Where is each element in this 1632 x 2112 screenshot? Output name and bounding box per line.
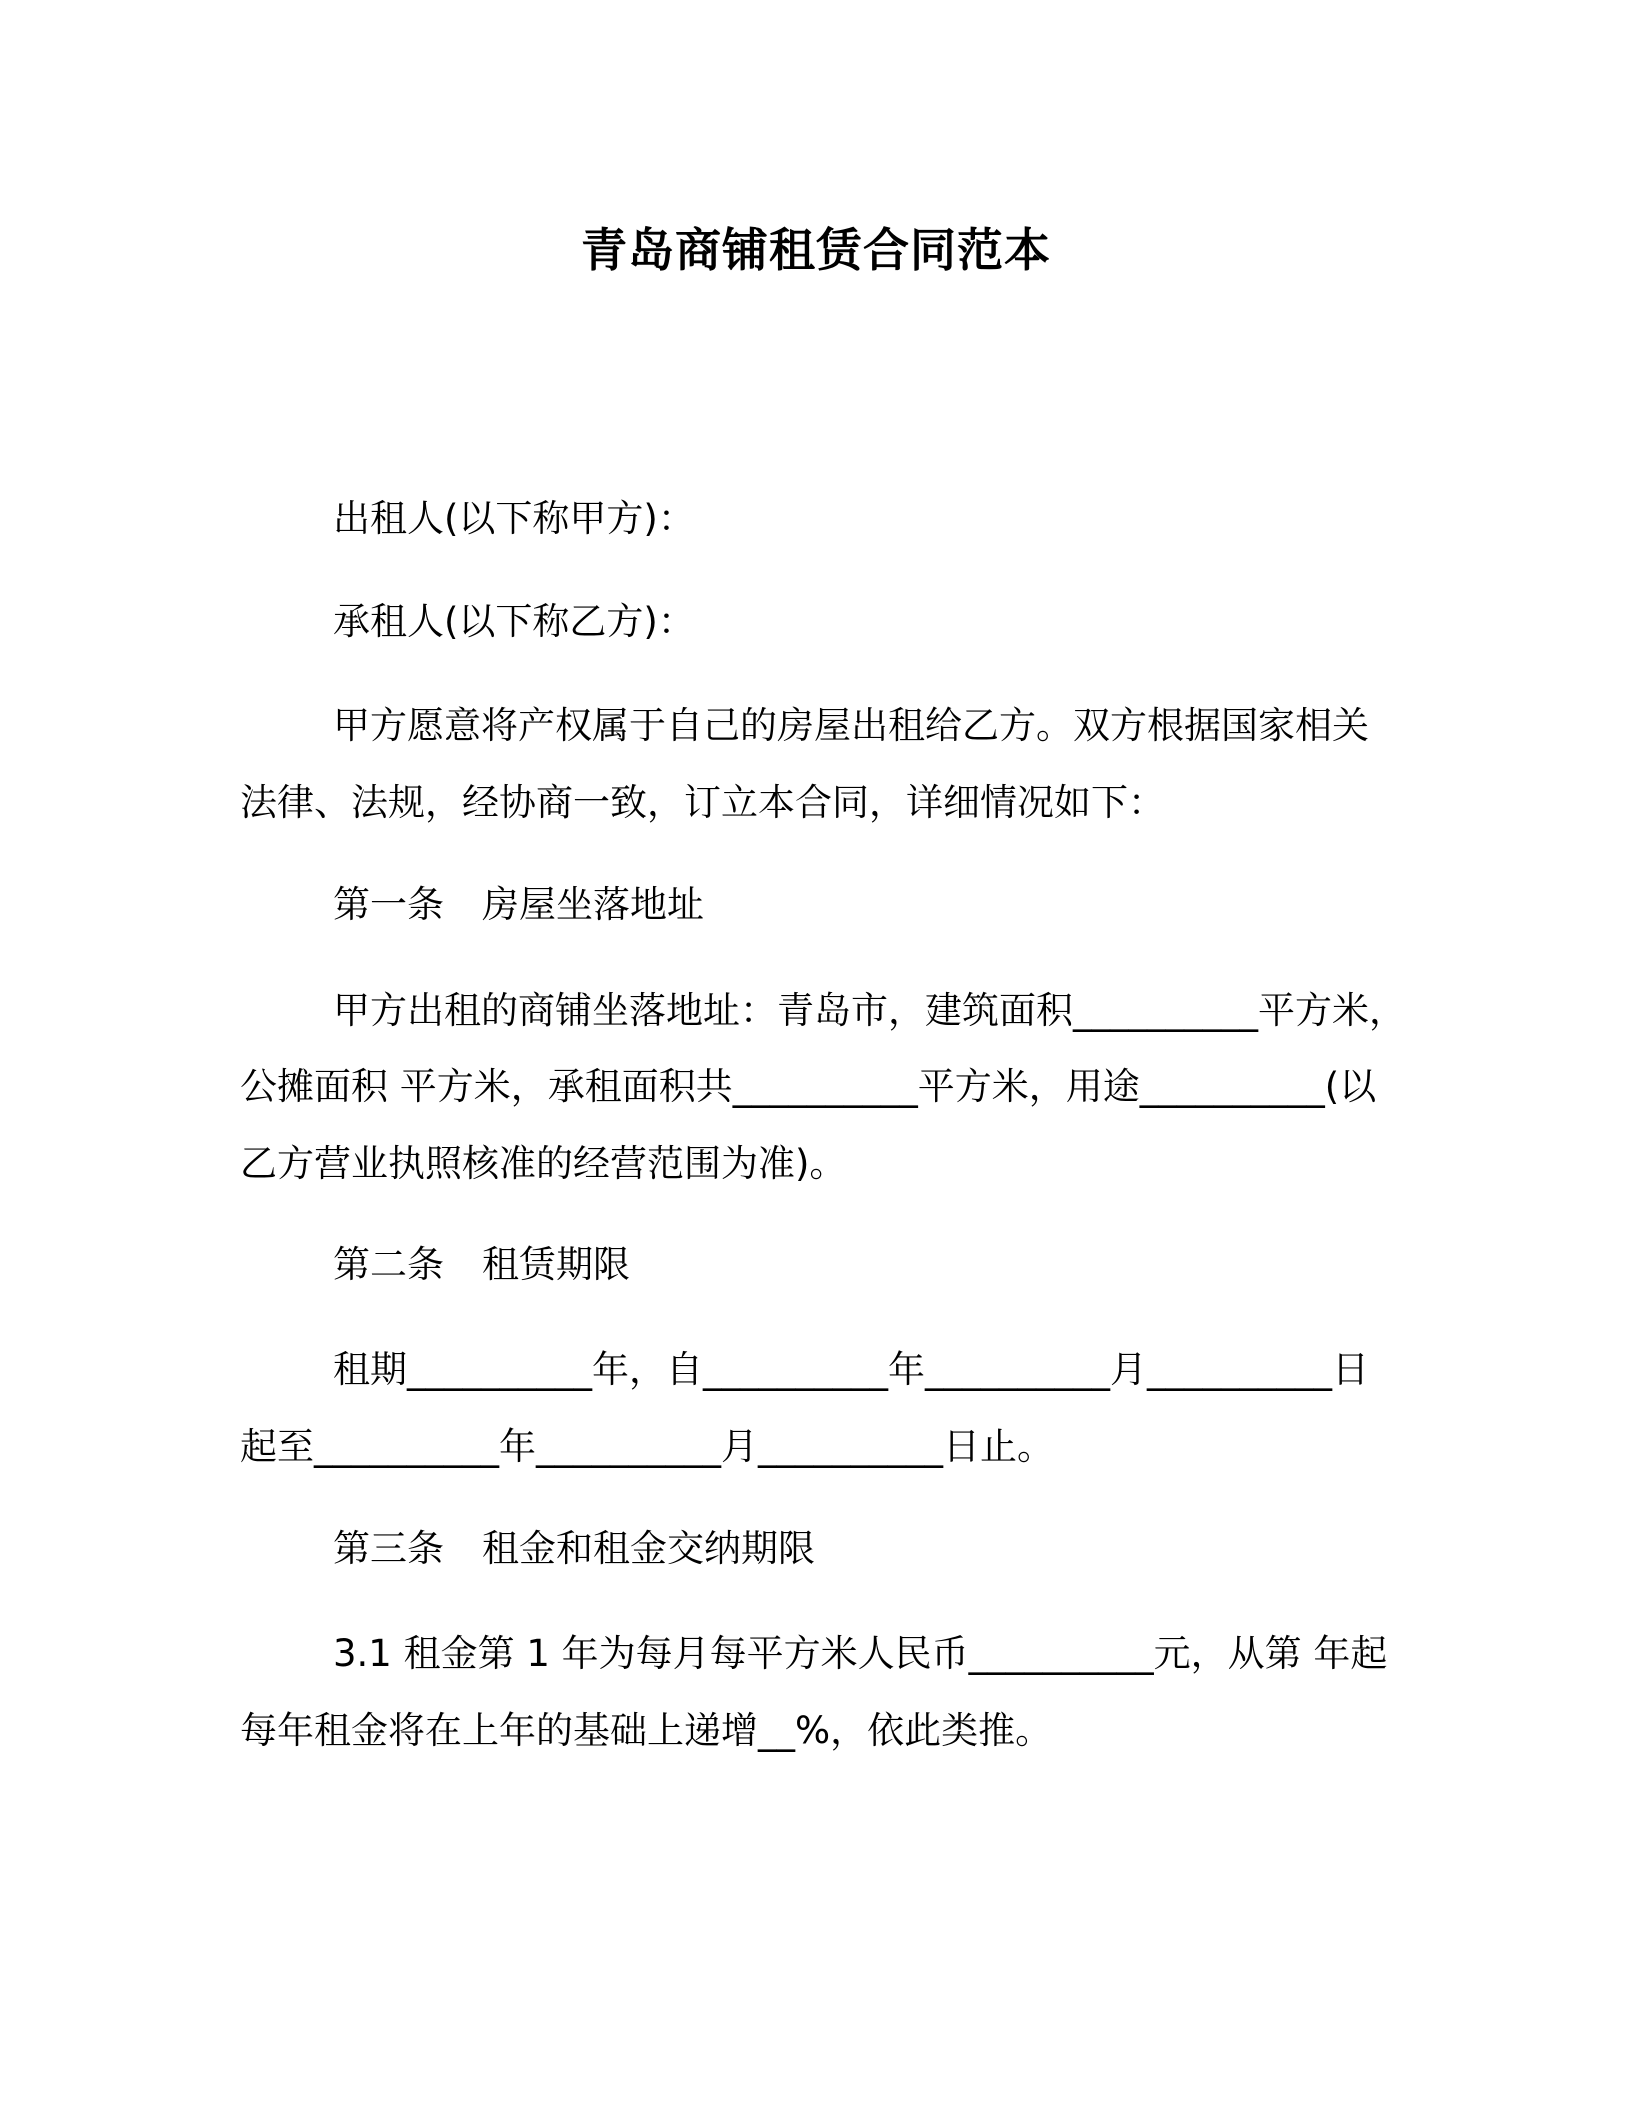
lessor-line: 出租人(以下称甲方)： — [333, 497, 695, 540]
article2-line-1: 租期__________年，自__________年__________月__________日 — [333, 1348, 1369, 1391]
lessee-line: 承租人(以下称乙方)： — [333, 600, 695, 643]
intro-line-1: 甲方愿意将产权属于自己的房屋出租给乙方。双方根据国家相关 — [333, 704, 1369, 747]
article2-heading — [333, 1240, 630, 1290]
article1-title: 房屋坐落地址 — [482, 883, 704, 926]
article3-line-2: 每年租金将在上年的基础上递增__%，依此类推。 — [240, 1709, 1053, 1752]
article1-line-2: 公摊面积 平方米，承租面积共__________平方米，用途__________(以 — [240, 1065, 1377, 1108]
article2-number: 第二条 — [333, 1243, 444, 1286]
article2-title: 租赁期限 — [482, 1243, 630, 1286]
article3-number: 第三条 — [333, 1527, 444, 1570]
article1-number: 第一条 — [333, 883, 444, 926]
article3-heading — [333, 1524, 815, 1574]
article1-line-1: 甲方出租的商铺坐落地址：青岛市，建筑面积__________平方米， — [333, 989, 1406, 1032]
article3-title: 租金和租金交纳期限 — [482, 1527, 815, 1570]
article1-line-3: 乙方营业执照核准的经营范围为准)。 — [240, 1142, 847, 1185]
article2-line-2: 起至__________年__________月__________日止。 — [240, 1425, 1054, 1468]
article3-line-1: 3.1 租金第 1 年为每月每平方米人民币__________元，从第 年起 — [333, 1632, 1388, 1675]
document-title: 青岛商铺租赁合同范本 — [581, 223, 1051, 277]
intro-line-2: 法律、法规，经协商一致，订立本合同，详细情况如下： — [240, 781, 1165, 824]
article1-heading — [333, 880, 704, 930]
